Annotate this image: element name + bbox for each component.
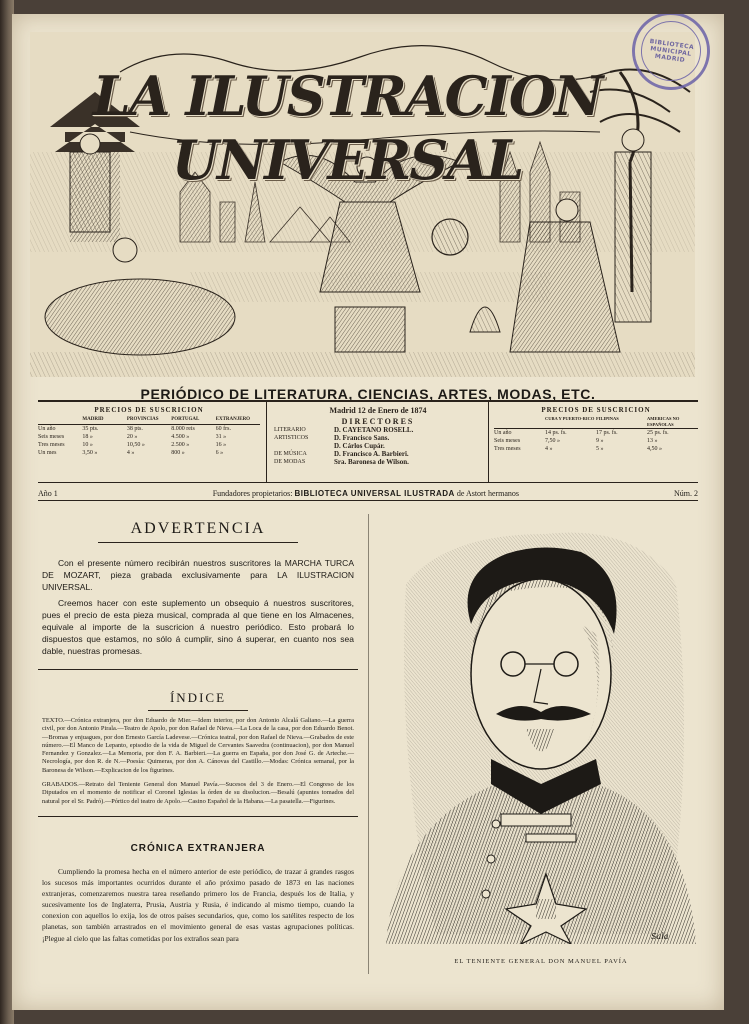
director-row: LITERARIO D. CAYETANO ROSELL. (274, 426, 414, 434)
indice-grabados: GRABADOS.—Retrato del Teniente General don Manuel Pavía.—Sucesos del 3 de Enero.—El Congreso de los Diputados en el momento de notificar el Coronel Iglesias la órden de su disolucion.—Besalú (apuntes tomados del natural por el Sr. Padró).—Pórtico del teatro de Apolo.—Casino Español de la Habana.—La pasatella.—Figurines. (42, 781, 354, 805)
cronica-title: CRÓNICA EXTRANJERA (130, 842, 266, 854)
founders-line (38, 486, 698, 501)
stamp-text: BIBLIOTECA MUNICIPAL MADRID (649, 37, 695, 64)
advertencia-title: ADVERTENCIA (130, 520, 266, 537)
directors-box (274, 406, 482, 478)
prices-left-title: PRECIOS DE SUSCRICION (94, 406, 204, 414)
prices-left-row: Tres meses 10 » 10,50 » 2.500 » 16 » (38, 442, 227, 448)
director-row: D. Cárlos Cupár. (334, 442, 385, 450)
prices-left-row: Un año 35 pts. 38 pts. 8.000 reis 60 frs. (38, 426, 231, 432)
issue-date: Madrid 12 de Enero de 1874 (329, 406, 427, 415)
newspaper-page (12, 14, 724, 1010)
prices-left-row: Seis meses 18 » 20 » 4.500 » 31 » (38, 434, 227, 440)
portrait-caption: EL TENIENTE GENERAL DON MANUEL PAVÍA (454, 958, 628, 965)
divider (38, 669, 358, 670)
divider (148, 710, 248, 711)
prices-right-header: CUBA Y PUERTO-RICO FILIPINAS AMERICAS NO ESPAÑOLAS (494, 416, 698, 429)
director-row: DE MODAS Sra. Baronesa de Wilson. (274, 458, 409, 466)
divider (98, 542, 298, 543)
prices-right-row: Seis meses 7,50 » 9 » 13 » (494, 438, 658, 444)
indice-texto: TEXTO.—Crónica extranjera, por don Eduardo de Mier.—Idem interior, por don Antonio Alcalá Galiano.—La guerra civil, por don Antonio Pirala.—Teatro de Apolo, por don Rafael de Nieva.—La Loca de la casa, por don Eduardo Benot.—Bromas y enjuagues, por don Ernesto García Ladevese.—Crónica teatral, por don Rafael de Nieva.—Grabados de este número.—El Manco de Lepanto, episodio de la vida de Miguel de Cervantes Saavedra (continuacion), por don Manuel Fernandez y Gonzalez.—La Memoria, por don F. A. Barbieri.—La guerra en España, por don José G. de Arteche.—Necrología, por don R. de N.—Poesía: Quimeras, por don A. Cánovas del Castillo.—Modas: Crónica semanal, por la Baronesa de Wilson.—Explicacion de los figurines. (42, 717, 354, 774)
subscription-table (38, 400, 698, 483)
table-divider (266, 402, 267, 482)
prices-right-title: PRECIOS DE SUSCRICION (541, 406, 651, 414)
portrait-engraving (376, 514, 706, 944)
prices-right-row: Tres meses 4 » 5 » 4,50 » (494, 446, 662, 452)
prices-left-header: MADRID PROVINCIAS PORTUGAL EXTRANJERO (38, 416, 260, 425)
column-divider (368, 514, 369, 974)
indice-title: ÍNDICE (169, 690, 227, 705)
prices-left-row: Un mes 3,50 » 4 » 800 » 6 » (38, 450, 224, 456)
divider (38, 816, 358, 817)
advertencia-paragraph: Creemos hacer con este suplemento un obsequio á nuestros suscritores, pues el precio de esta pieza musical, comprada al que tiene en los Almacenes, equivale al importe de la suscricion á nuestro periódico. Esto probará lo dispuestos que estamos, no sólo á cumplir, sino á superar, en cuanto nos sea dable, nuestras promesas. (42, 598, 354, 656)
masthead-title: LA ILUSTRACION UNIVERSAL (92, 64, 602, 192)
directors-heading: DIRECTORES (341, 417, 415, 426)
table-divider (488, 402, 489, 482)
cronica-body: Cumpliendo la promesa hecha en el número anterior de este periódico, de trazar á grandes rasgos los sucesos más importantes ocurridos durante el año próximo pasado de 1873 en las naciones extranjeras, comenzaremos nuestra tarea reseñando primero los de Francia, después los de Italia, y sucesivamente los de Inglaterra, Prusia, Austria y Rusia, é indicando al mismo tiempo, cuando la conexion con aquellos lo exija, los de otros países secundarios, que, como los satélites respecto de los planetas, son también arrastrados en el movimiento general de esas vastas agrupaciones políticas. ¡Plegue al cielo que las faltas cometidas por los extraños sean para (42, 866, 354, 943)
director-row: ARTISTICOS D. Francisco Sans. (274, 434, 390, 442)
prices-right-box (494, 406, 698, 478)
founders-text: Fundadores propietarios: BIBLIOTECA UNIVERSAL ILUSTRADA de Astort hermanos (212, 488, 520, 498)
advertencia-paragraph: Con el presente número recibirán nuestros suscritores la MARCHA TURCA DE MOZART, pieza grabada exclusivamente para LA ILUSTRACION UNIVERSAL. (42, 558, 354, 592)
left-column (38, 508, 358, 944)
prices-left-box (38, 406, 260, 478)
year-label: Año 1 (38, 488, 58, 498)
engraver-signature: Sala (651, 932, 669, 941)
masthead-subtitle: PERIÓDICO DE LITERATURA, CIENCIAS, ARTES, MODAS, ETC. (140, 386, 596, 402)
director-row: DE MÚSICA D. Francisco A. Barbieri. (274, 450, 409, 458)
prices-right-row: Un año 14 ps. fs. 17 ps. fs. 25 ps. fs. (494, 430, 669, 436)
issue-number: Núm. 2 (673, 488, 698, 498)
